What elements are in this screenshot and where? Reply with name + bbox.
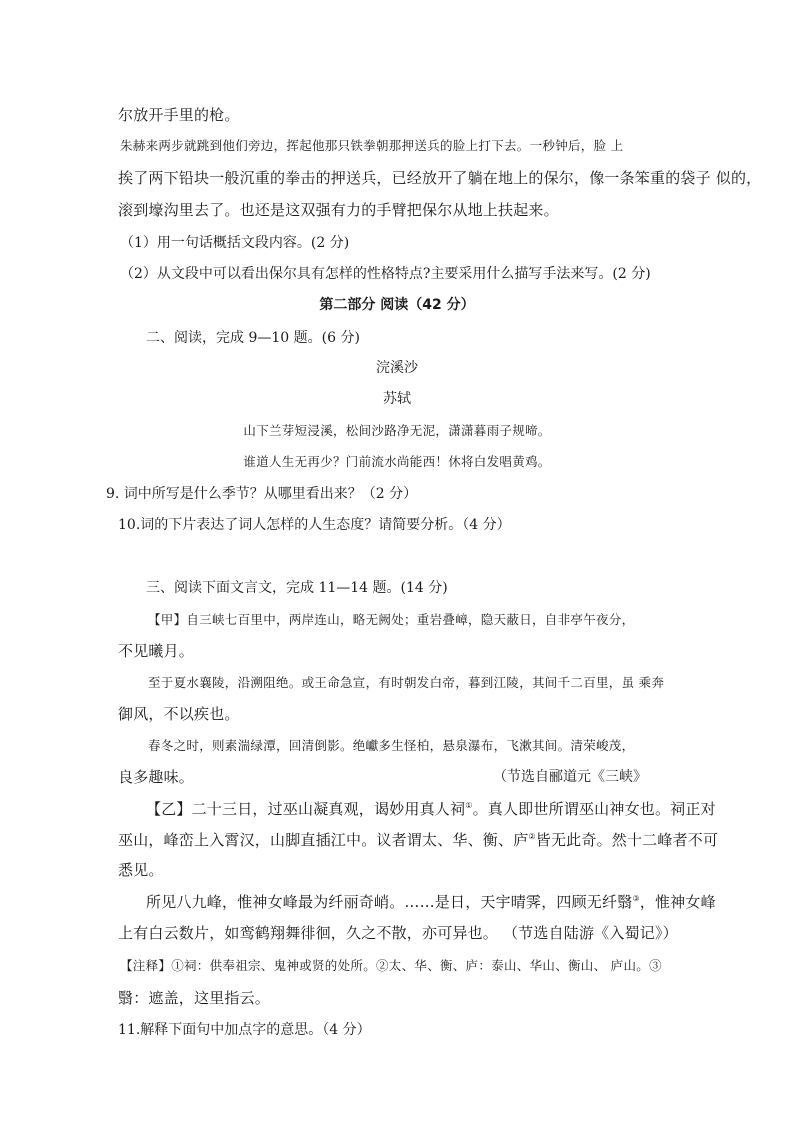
- footnote-marker: ②: [528, 832, 536, 841]
- passage-line: 尔放开手里的枪。: [118, 106, 240, 124]
- question-1: （1）用一句话概括文段内容。(2 分): [120, 235, 350, 251]
- passage-line: 御风，不以疾也。: [118, 705, 240, 723]
- section-intro: 二、阅读，完成 9—10 题。(6 分): [146, 330, 360, 346]
- passage-line: 挨了两下铅块一般沉重的拳击的押送兵，已经放开了躺在地上的保尔，像一条笨重的袋子 似的，: [118, 169, 762, 187]
- poem-title: 浣溪沙: [376, 360, 418, 376]
- question-9: 9. 词中所写是什么季节？从哪里看出来？（2 分）: [106, 486, 418, 502]
- passage-line: 不见曦月。: [118, 642, 195, 660]
- passage-line: 至于夏水襄陵，沿溯阻绝。或王命急宣，有时朝发白帝，暮到江陵，其间千二百里，虽 乘奔: [148, 675, 665, 690]
- poem-line: 山下兰芽短浸溪，松间沙路净无泥，潇潇暮雨子规啼。: [243, 423, 551, 438]
- passage-line: 【乙】二十三日，过巫山凝真观，谒妙用真人祠①。真人即世所谓巫山神女也。祠正对: [146, 800, 716, 818]
- poem-line: 谁道人生无再少？门前流水尚能西！休将白发唱黄鸡。: [243, 454, 551, 469]
- passage-line: 春冬之时，则素湍绿潭，回清倒影。绝巘多生怪柏，悬泉瀑布，飞漱其间。清荣峻茂，: [148, 738, 635, 753]
- source-citation: （节选自郦道元《三峡》: [493, 769, 647, 785]
- section-intro: 三、阅读下面文言文，完成 11—14 题。(14 分): [146, 580, 448, 596]
- annotation-line: 翳：遮盖，这里指云。: [118, 989, 271, 1007]
- passage-line: 【甲】自三峡七百里中，两岸连山，略无阙处；重岩叠嶂，隐天蔽日，自非亭午夜分，: [148, 612, 635, 627]
- passage-line: 上有白云数片，如鸾鹤翔舞徘徊，久之不散，亦可异也。 （节选自陆游《入蜀记》）: [118, 924, 678, 942]
- part-heading: 第二部分 阅读（42 分）: [319, 297, 475, 313]
- poem-author: 苏轼: [383, 391, 411, 407]
- footnote-marker: ①: [465, 801, 473, 810]
- footnote-marker: ③: [632, 894, 640, 903]
- passage-line: 所见八九峰，惟神女峰最为纤丽奇峭。……是日，天宇晴霁，四顾无纤翳③，惟神女峰: [146, 893, 716, 911]
- passage-line: 巫山，峰峦上入霄汉，山脚直插江中。议者谓太、华、衡、庐②皆无此奇。然十二峰者不可: [118, 831, 719, 849]
- question-11: 11.解释下面句中加点字的意思。（4 分）: [118, 1022, 371, 1038]
- passage-line: 滚到壕沟里去了。也还是这双强有力的手臂把保尔从地上扶起来。: [118, 201, 559, 219]
- passage-line: 悉见。: [118, 861, 164, 879]
- question-10: 10.词的下片表达了词人怎样的人生态度？请简要分析。（4 分）: [118, 517, 511, 533]
- annotation-line: 【注释】①祠：供奉祖宗、鬼神或贤的处所。②太、华、衡、庐：泰山、华山、衡山、 庐山。③: [120, 958, 662, 973]
- question-2: （2）从文段中可以看出保尔具有怎样的性格特点?主要采用什么描写手法来写。(2 分): [120, 266, 651, 282]
- passage-line: 良多趣味。: [118, 768, 195, 786]
- passage-line: 朱赫来两步就跳到他们旁边，挥起他那只铁拳朝那押送兵的脸上打下去。一秒钟后，脸 上: [120, 138, 624, 153]
